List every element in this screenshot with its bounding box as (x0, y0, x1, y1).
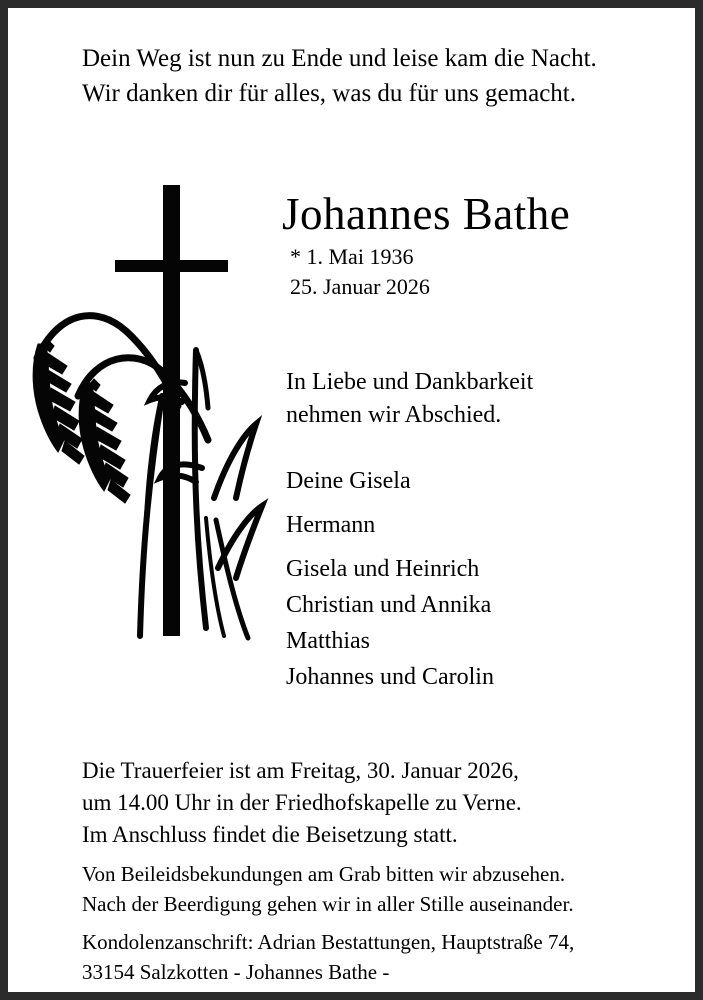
request-line-1: Von Beileidsbekundungen am Grab bitten wir abzusehen. (82, 862, 566, 886)
mourner-name: Johannes und Carolin (286, 664, 494, 690)
mourner-name: Gisela und Heinrich (286, 556, 480, 582)
mourner-name: Christian und Annika (286, 592, 492, 618)
service-line-1: Die Trauerfeier ist am Freitag, 30. Januar 2026, (82, 758, 519, 783)
opening-verse (82, 41, 662, 111)
deceased-name-block (282, 188, 682, 302)
birth-date: * 1. Mai 1936 (290, 244, 414, 269)
service-line-2: um 14.00 Uhr in der Friedhofskapelle zu Verne. (82, 790, 522, 815)
death-date: 25. Januar 2026 (290, 274, 430, 299)
service-line-3: Im Anschluss findet die Beisetzung statt. (82, 822, 458, 847)
wheat-stalks-icon (33, 316, 262, 638)
mourner-name: Deine Gisela (286, 468, 411, 494)
deceased-name: Johannes Bathe (282, 189, 571, 239)
farewell-line-1: In Liebe und Dankbarkeit (286, 369, 534, 395)
farewell-statement (286, 366, 666, 432)
request-line-2: Nach der Beerdigung gehen wir in aller Stille auseinander. (82, 892, 574, 916)
funeral-service-details (82, 755, 682, 851)
condolence-request-note (82, 859, 692, 919)
verse-line-2: Wir danken dir für alles, was du für uns gemacht. (82, 80, 576, 107)
mourners-list (286, 463, 666, 695)
cross-wheat-illustration (20, 168, 270, 658)
address-line-2: 33154 Salzkotten - Johannes Bathe - (82, 960, 390, 984)
mourner-name: Hermann (286, 512, 376, 538)
condolence-address (82, 927, 692, 987)
farewell-line-2: nehmen wir Abschied. (286, 402, 502, 428)
obituary-card (8, 8, 695, 992)
address-line-1: Kondolenzanschrift: Adrian Bestattungen, Hauptstraße 74, (82, 930, 575, 954)
mourner-name: Matthias (286, 628, 370, 654)
verse-line-1: Dein Weg ist nun zu Ende und leise kam die Nacht. (82, 45, 597, 72)
